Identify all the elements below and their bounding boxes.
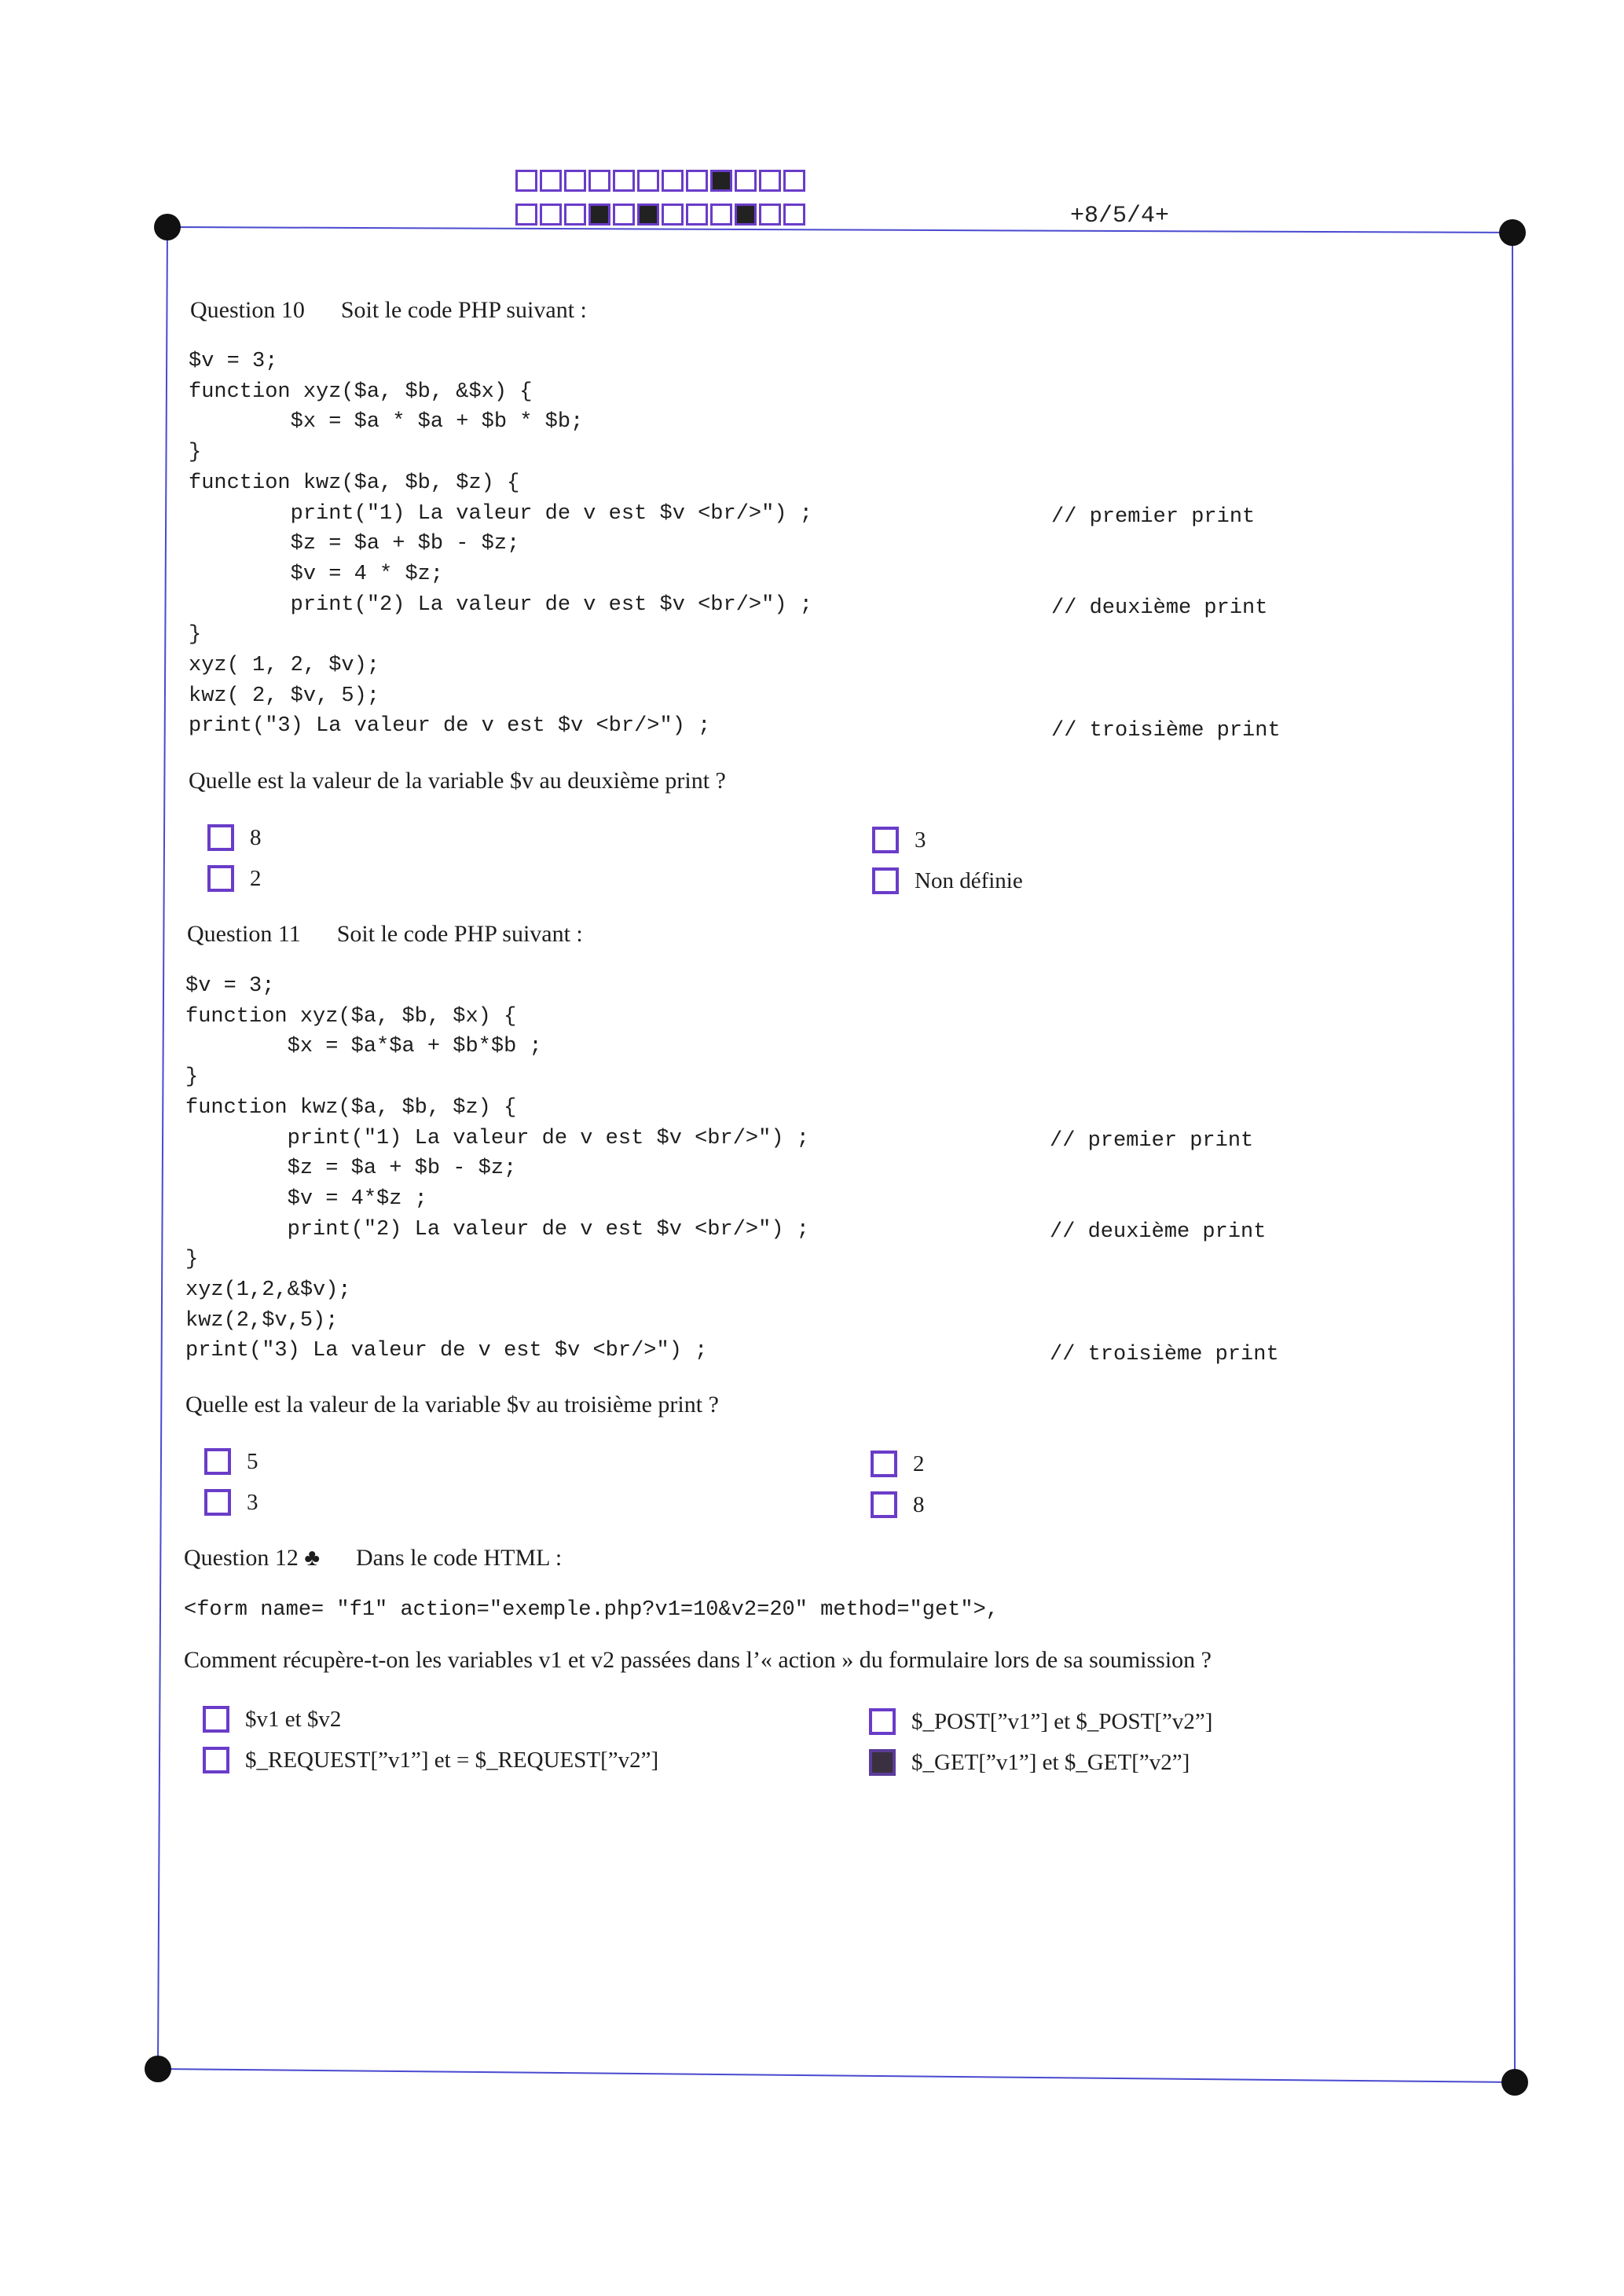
- id-code-row-1: [515, 170, 808, 200]
- id-code-cell-filled: [735, 204, 757, 226]
- option-label: $_GET[”v1”] et $_GET[”v2”]: [911, 1749, 1190, 1775]
- checkbox[interactable]: [871, 1451, 897, 1477]
- question-10-option-non-definie[interactable]: [872, 867, 1023, 894]
- question-11-option-8[interactable]: [871, 1491, 925, 1518]
- question-10-prompt: Quelle est la valeur de la variable $v au deuxième print ?: [189, 768, 726, 794]
- checkbox[interactable]: [203, 1706, 229, 1733]
- id-code-cell: [783, 204, 805, 226]
- question-12-label: Question 12 ♣: [184, 1545, 321, 1571]
- option-label: $_REQUEST[”v1”] et = $_REQUEST[”v2”]: [245, 1747, 659, 1773]
- question-11-comment-2: // deuxième print: [1050, 1220, 1267, 1244]
- id-code-cell: [613, 204, 635, 226]
- question-11-comment-3: // troisième print: [1050, 1343, 1279, 1366]
- option-label: 2: [250, 865, 262, 891]
- checkbox-checked[interactable]: [869, 1749, 896, 1776]
- id-code-cell: [686, 170, 708, 192]
- id-code-cell-filled: [637, 204, 659, 226]
- question-12-option-get[interactable]: [869, 1749, 1190, 1776]
- corner-mark-top-right: [1499, 219, 1526, 246]
- question-10-label: Question 10: [190, 297, 305, 323]
- id-code-cell: [759, 204, 781, 226]
- question-10-intro: Soit le code PHP suivant :: [340, 297, 587, 323]
- checkbox[interactable]: [872, 827, 899, 853]
- question-10-comment-3: // troisième print: [1051, 719, 1281, 743]
- checkbox[interactable]: [204, 1448, 231, 1475]
- id-code-cell: [540, 170, 562, 192]
- id-code-cell: [564, 204, 586, 226]
- id-code-cell: [637, 170, 659, 192]
- question-12-option-v1-v2[interactable]: [203, 1706, 341, 1733]
- checkbox[interactable]: [872, 867, 899, 894]
- question-10-option-3[interactable]: [872, 827, 926, 853]
- question-10-option-2[interactable]: [207, 865, 262, 892]
- question-12-option-post[interactable]: [869, 1708, 1212, 1735]
- checkbox[interactable]: [869, 1708, 896, 1735]
- page-identifier: +8/5/4+: [1070, 203, 1170, 229]
- id-code-cell-filled: [710, 170, 732, 192]
- option-label: 5: [247, 1448, 258, 1474]
- question-11-option-5[interactable]: [204, 1448, 258, 1475]
- checkbox[interactable]: [204, 1489, 231, 1516]
- question-10-code: $v = 3; function xyz($a, $b, &$x) { $x = $a * $a + $b * $b; } function kwz($a, $b, $z) { print("1) La valeur de v est $v <br/>") ; $z = $a + $b - $z; $v = 4 * $z; print("2) La valeur de v est $v <br/>") ; } xyz( 1, 2, $v); kwz( 2, $v, 5); print("3) La valeur de v est $v <br/>") ;: [189, 350, 812, 739]
- id-code-cell: [540, 204, 562, 226]
- id-code-cell: [662, 170, 684, 192]
- checkbox[interactable]: [203, 1747, 229, 1773]
- id-code-cell: [588, 170, 610, 192]
- question-10-comment-1: // premier print: [1051, 505, 1256, 529]
- checkbox[interactable]: [207, 865, 234, 892]
- id-code-cell: [515, 170, 537, 192]
- question-11-label: Question 11: [187, 921, 301, 947]
- corner-mark-top-left: [154, 214, 181, 240]
- id-code-cell: [515, 204, 537, 226]
- checkbox[interactable]: [871, 1491, 897, 1518]
- option-label: $_POST[”v1”] et $_POST[”v2”]: [911, 1708, 1213, 1734]
- question-11-comment-1: // premier print: [1050, 1129, 1254, 1153]
- question-10-option-8[interactable]: [207, 824, 262, 851]
- question-11-option-2[interactable]: [871, 1451, 925, 1477]
- id-code-cell: [686, 204, 708, 226]
- id-code-grid: [515, 170, 808, 264]
- question-12-intro: Dans le code HTML :: [356, 1545, 563, 1571]
- option-label: $v1 et $v2: [245, 1706, 342, 1732]
- question-10-title: [190, 297, 587, 324]
- option-label: 3: [247, 1489, 258, 1515]
- id-code-cell-filled: [588, 204, 610, 226]
- id-code-row-2: [515, 204, 808, 234]
- option-label: 8: [913, 1491, 925, 1517]
- question-10-comment-2: // deuxième print: [1051, 596, 1268, 620]
- question-12-title: [184, 1545, 562, 1572]
- question-11-code: $v = 3; function xyz($a, $b, $x) { $x = $a*$a + $b*$b ; } function kwz($a, $b, $z) { print("1) La valeur de v est $v <br/>") ; $z = $a + $b - $z; $v = 4*$z ; print("2) La valeur de v est $v <br/>") ; } xyz(1,2,&$v); kwz(2,$v,5); print("3) La valeur de v est $v <br/>") ;: [185, 974, 809, 1363]
- id-code-cell: [710, 204, 732, 226]
- id-code-cell: [759, 170, 781, 192]
- option-label: Non définie: [915, 867, 1023, 893]
- id-code-cell: [613, 170, 635, 192]
- question-11-prompt: Quelle est la valeur de la variable $v au troisième print ?: [185, 1392, 719, 1418]
- id-code-cell: [735, 170, 757, 192]
- question-11-intro: Soit le code PHP suivant :: [336, 921, 583, 947]
- question-12-option-request[interactable]: [203, 1747, 658, 1773]
- question-12-prompt: Comment récupère-t-on les variables v1 et v2 passées dans l’« action » du formulaire lors de sa soumission ?: [184, 1647, 1212, 1673]
- corner-mark-bottom-left: [145, 2056, 171, 2082]
- id-code-cell: [564, 170, 586, 192]
- id-code-cell: [662, 204, 684, 226]
- option-label: 2: [913, 1451, 925, 1476]
- option-label: 3: [915, 827, 926, 853]
- checkbox[interactable]: [207, 824, 234, 851]
- option-label: 8: [250, 824, 262, 850]
- question-11-option-3[interactable]: [204, 1489, 258, 1516]
- corner-mark-bottom-right: [1501, 2069, 1528, 2096]
- question-12-form-code: <form name= "f1" action="exemple.php?v1=10&v2=20" method="get">,: [184, 1598, 999, 1622]
- question-11-title: [187, 921, 583, 948]
- id-code-cell: [783, 170, 805, 192]
